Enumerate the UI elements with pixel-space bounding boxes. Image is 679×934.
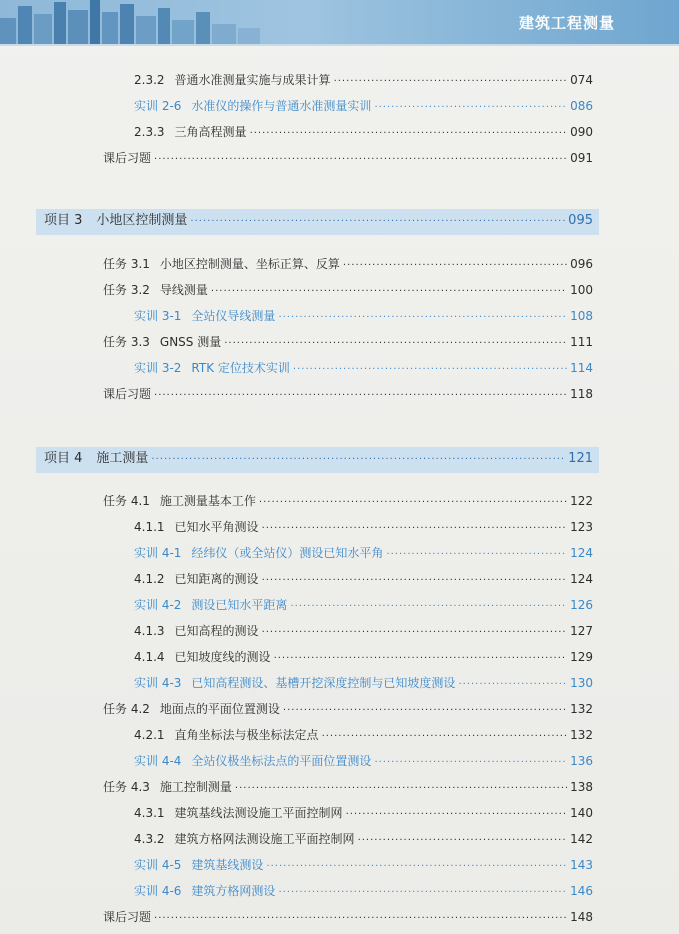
toc-row-task-4-3[interactable]: 任务 4.3 施工控制测量 ····· 138 bbox=[103, 779, 593, 797]
toc-row-lab-4-2[interactable]: 实训 4-2 测设已知水平距离 ····· 126 bbox=[134, 597, 593, 615]
toc-row-exercises-2[interactable]: 课后习题 ····· 091 bbox=[103, 150, 593, 168]
toc-row-lab-3-1[interactable]: 实训 3-1 全站仪导线测量 ····· 108 bbox=[134, 308, 593, 326]
toc-row-4-1-1[interactable]: 4.1.1 已知水平角测设 ····· 123 bbox=[134, 519, 593, 537]
toc-row-2-3-2[interactable]: 2.3.2 普通水准测量实施与成果计算 ····· 074 bbox=[134, 72, 593, 90]
toc-row-exercises-4[interactable]: 课后习题 ····· 148 bbox=[103, 909, 593, 927]
city-skyline-image bbox=[0, 0, 260, 44]
toc-row-task-3-2[interactable]: 任务 3.2 导线测量 ····· 100 bbox=[103, 282, 593, 300]
toc-row-task-3-1[interactable]: 任务 3.1 小地区控制测量、坐标正算、反算 ····· 096 bbox=[103, 256, 593, 274]
toc-row-lab-3-2[interactable]: 实训 3-2 RTK 定位技术实训 ····· 114 bbox=[134, 360, 593, 378]
toc-row-4-1-3[interactable]: 4.1.3 已知高程的测设 ····· 127 bbox=[134, 623, 593, 641]
book-title: 建筑工程测量 bbox=[518, 14, 615, 32]
toc-row-task-4-1[interactable]: 任务 4.1 施工测量基本工作 ····· 122 bbox=[103, 493, 593, 511]
toc-row-lab-4-4[interactable]: 实训 4-4 全站仪极坐标法点的平面位置测设 ····· 136 bbox=[134, 753, 593, 771]
toc-row-lab-2-6[interactable]: 实训 2-6 水准仪的操作与普通水准测量实训 ····· 086 bbox=[134, 98, 593, 116]
toc-row-4-3-2[interactable]: 4.3.2 建筑方格网法测设施工平面控制网 ····· 142 bbox=[134, 831, 593, 849]
header-divider bbox=[0, 44, 679, 46]
toc-row-4-2-1[interactable]: 4.2.1 直角坐标法与极坐标法定点 ····· 132 bbox=[134, 727, 593, 745]
toc-row-4-1-2[interactable]: 4.1.2 已知距离的测设 ····· 124 bbox=[134, 571, 593, 589]
toc-row-project-4[interactable]: 项目 4 施工测量 ····· 121 bbox=[44, 451, 593, 468]
toc-row-task-3-3[interactable]: 任务 3.3 GNSS 测量 ····· 111 bbox=[103, 334, 593, 352]
toc-row-project-3[interactable]: 项目 3 小地区控制测量 ····· 095 bbox=[44, 213, 593, 230]
toc-row-exercises-3[interactable]: 课后习题 ····· 118 bbox=[103, 386, 593, 404]
toc-row-4-1-4[interactable]: 4.1.4 已知坡度线的测设 ····· 129 bbox=[134, 649, 593, 667]
toc-row-4-3-1[interactable]: 4.3.1 建筑基线法测设施工平面控制网 ····· 140 bbox=[134, 805, 593, 823]
toc-row-lab-4-5[interactable]: 实训 4-5 建筑基线测设 ····· 143 bbox=[134, 857, 593, 875]
toc-row-task-4-2[interactable]: 任务 4.2 地面点的平面位置测设 ····· 132 bbox=[103, 701, 593, 719]
page-header bbox=[0, 0, 679, 44]
toc-row-lab-4-6[interactable]: 实训 4-6 建筑方格网测设 ····· 146 bbox=[134, 883, 593, 901]
toc-row-lab-4-1[interactable]: 实训 4-1 经纬仪（或全站仪）测设已知水平角 ····· 124 bbox=[134, 545, 593, 563]
toc-row-lab-4-3[interactable]: 实训 4-3 已知高程测设、基槽开挖深度控制与已知坡度测设 ····· 130 bbox=[134, 675, 593, 693]
toc-row-2-3-3[interactable]: 2.3.3 三角高程测量 ····· 090 bbox=[134, 124, 593, 142]
